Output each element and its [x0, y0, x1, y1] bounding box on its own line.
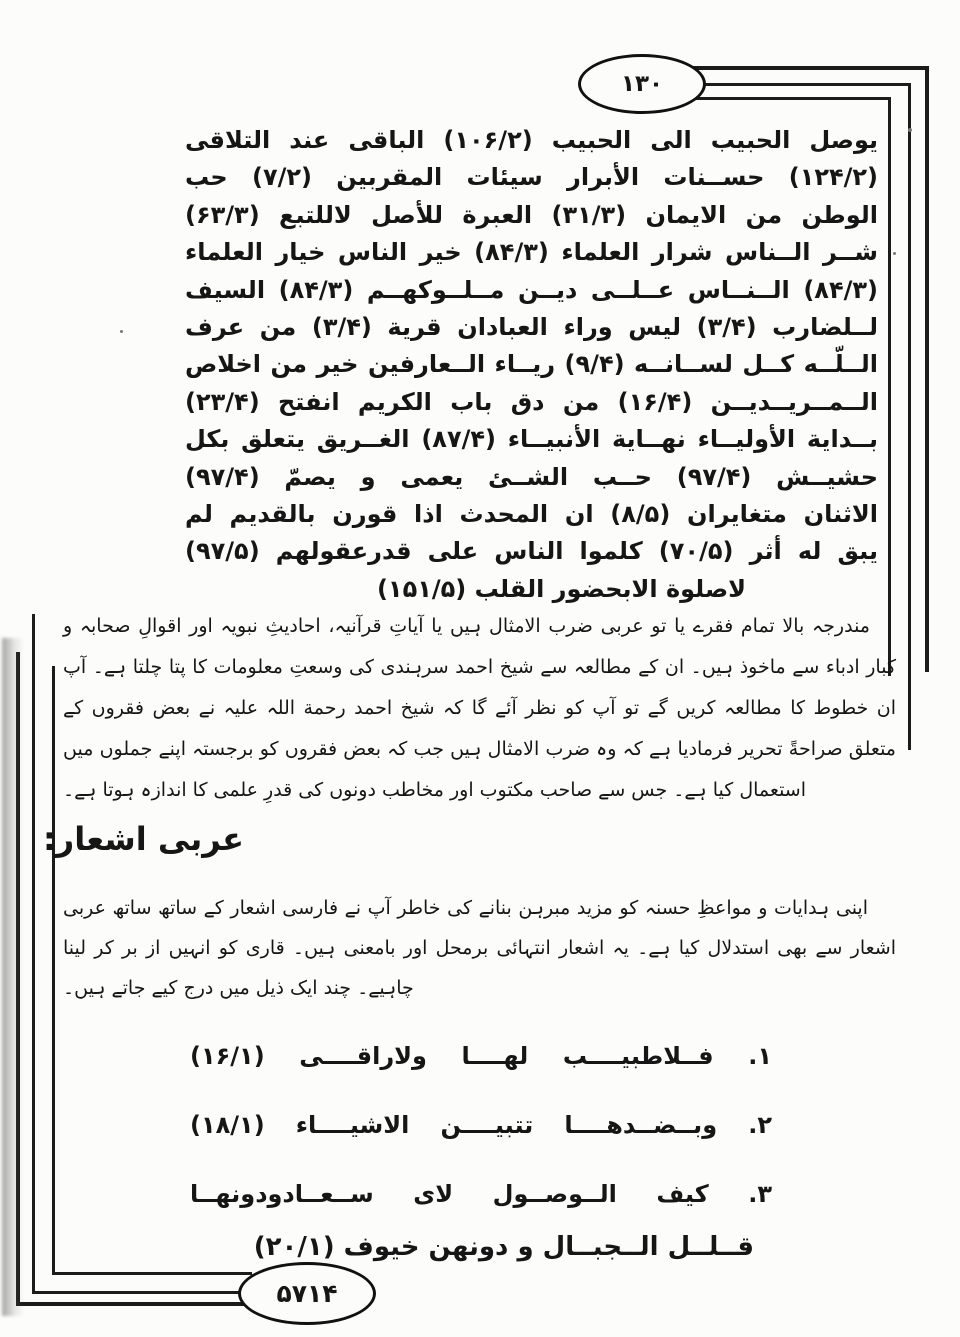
arabic-quote-line: الــمــريــديــن (۱۶/۴) من دق باب الكريم انفتح (۲۳/۴) [185, 387, 878, 416]
frame-line [16, 1302, 248, 1306]
urdu-paragraph: مندرجہ بالا تمام فقرے یا تو عربی ضرب الامثال ہیں یا آیاتِ قرآنیہ، احادیثِ نبویہ اور اقوالِ صحابہ و کبار ادباء سے ماخوذ ہیں۔ ان کے مطالعہ سے شیخ احمد سرہندی کی وسعتِ معلومات کا پتا چلتا ہے۔ آپ ان خطوط کا مطالعہ کریں گے تو آپ کو نظر آئے گا کہ شیخ احمد رحمة اللہ علیہ نے بعض فقروں کے متعلق صراحةً تحریر فرمادیا ہے کہ وہ ضرب الامثال ہیں جب کہ بعض فقروں کو برجستہ اپنے جملوں میں استعمال کیا ہے۔ جس سے صاحب مکتوب اور مخاطب دونوں کی قدرِ علمی کا اندازہ ہوتا ہے۔ [63, 615, 896, 801]
arabic-quote-line: الاثنان متغايران (۸/۵) ان المحدث اذا قورن بالقديم لم [185, 500, 878, 529]
scan-speck [893, 252, 896, 255]
frame-line [32, 614, 35, 1294]
frame-line [925, 66, 929, 672]
arabic-quote-line: (۸۴/۳) الــنــاس عــلــى ديــن مــلــوكهــم (۸۴/۳) السيف [185, 275, 878, 304]
verse-item: ۱. فــلاطبيــــب لهــــا ولاراقــــى (۱۶/۱) [190, 1042, 772, 1070]
arabic-quote-line: لــلضارب (۳/۴) ليس وراء العبادان قرية (۳/۴) من عرف [185, 313, 878, 342]
verse-item: ۳. كيف الــوصــول لاى ســعــادودونهــا [190, 1180, 772, 1208]
frame-line [52, 1272, 252, 1275]
frame-line [908, 83, 911, 750]
verse-second-hemistich: قــلــل الــجبــال و دونهن خيوف (۲۰/۱) [253, 1232, 754, 1262]
arabic-quote-line: بــداية الأوليــاء نهــاية الأنبيــاء (۸۷/۴) الغــريق يتعلق بكل [185, 425, 878, 454]
arabic-quote-line: يوصل الحبيب الى الحبيب (۱۰۶/۲) الباقى عند التلاقى [185, 126, 878, 154]
section-heading [43, 820, 916, 858]
arabic-quote-line: شــر الــناس شرار العلماء (۸۴/۳) خير الناس خيار العلماء [185, 238, 878, 267]
scan-edge-shadow [2, 638, 24, 1316]
urdu-paragraph: اپنی ہدایات و مواعظِ حسنہ کو مزید مبرہن بنانے کی خاطر آپ نے فارسی اشعار کے ساتھ ساتھ عربی اشعار سے بھی استدلال کیا ہے۔ یہ اشعار انتہائی برمحل اور بامعنی ہیں۔ قاری کو انہیں از بر کر لینا چاہیے۔ چند ایک ذیل میں درج کیے جاتے ہیں۔ [63, 897, 896, 999]
arabic-quote-line: لاصلوة الابحضور القلب (۱۵۱/۵) [376, 574, 747, 603]
scan-speck [120, 330, 123, 333]
frame-line [52, 666, 55, 1275]
frame-line [888, 97, 891, 676]
arabic-quote-line: الــلّــه كــل لســانــه (۹/۴) ريــاء الــعارفين خير من اخلاص [185, 350, 879, 379]
arabic-verse-list [190, 1028, 772, 1267]
arabic-quote-line: حشيــش (۹۷/۴) حــب الشــئ يعمى و يصمّ (۹۷/۴) [185, 462, 878, 491]
frame-line [690, 66, 929, 70]
arabic-quote-line: (۱۲۴/۲) حســنات الأبرار سيئات المقربين (۷/۲) حب [185, 163, 879, 192]
frame-line [686, 97, 891, 100]
reference-number-badge [238, 1262, 376, 1325]
frame-line [690, 83, 911, 86]
frame-line [32, 1291, 250, 1294]
section-heading-text: عربی اشعار: [43, 820, 245, 858]
reference-number: ۵۷۱۴ [276, 1279, 338, 1308]
arabic-quote-line: الوطن من الايمان (۳۱/۳) العبرة للأصل لاللتبع (۶۳/۳) [185, 200, 878, 229]
scan-speck [908, 128, 912, 132]
page-number-badge [578, 54, 706, 114]
arabic-quote-line: يبق له أثر (۷۰/۵) كلموا الناس على قدرعقولهم (۹۷/۵) [185, 537, 878, 566]
page-number: ۱۳۰ [620, 71, 664, 97]
arabic-quotes-block [185, 122, 878, 608]
verse-item: ۲. وبــضــدهــــا تتبيــــن الاشيــــاء (۱۸/۱) [190, 1111, 772, 1139]
